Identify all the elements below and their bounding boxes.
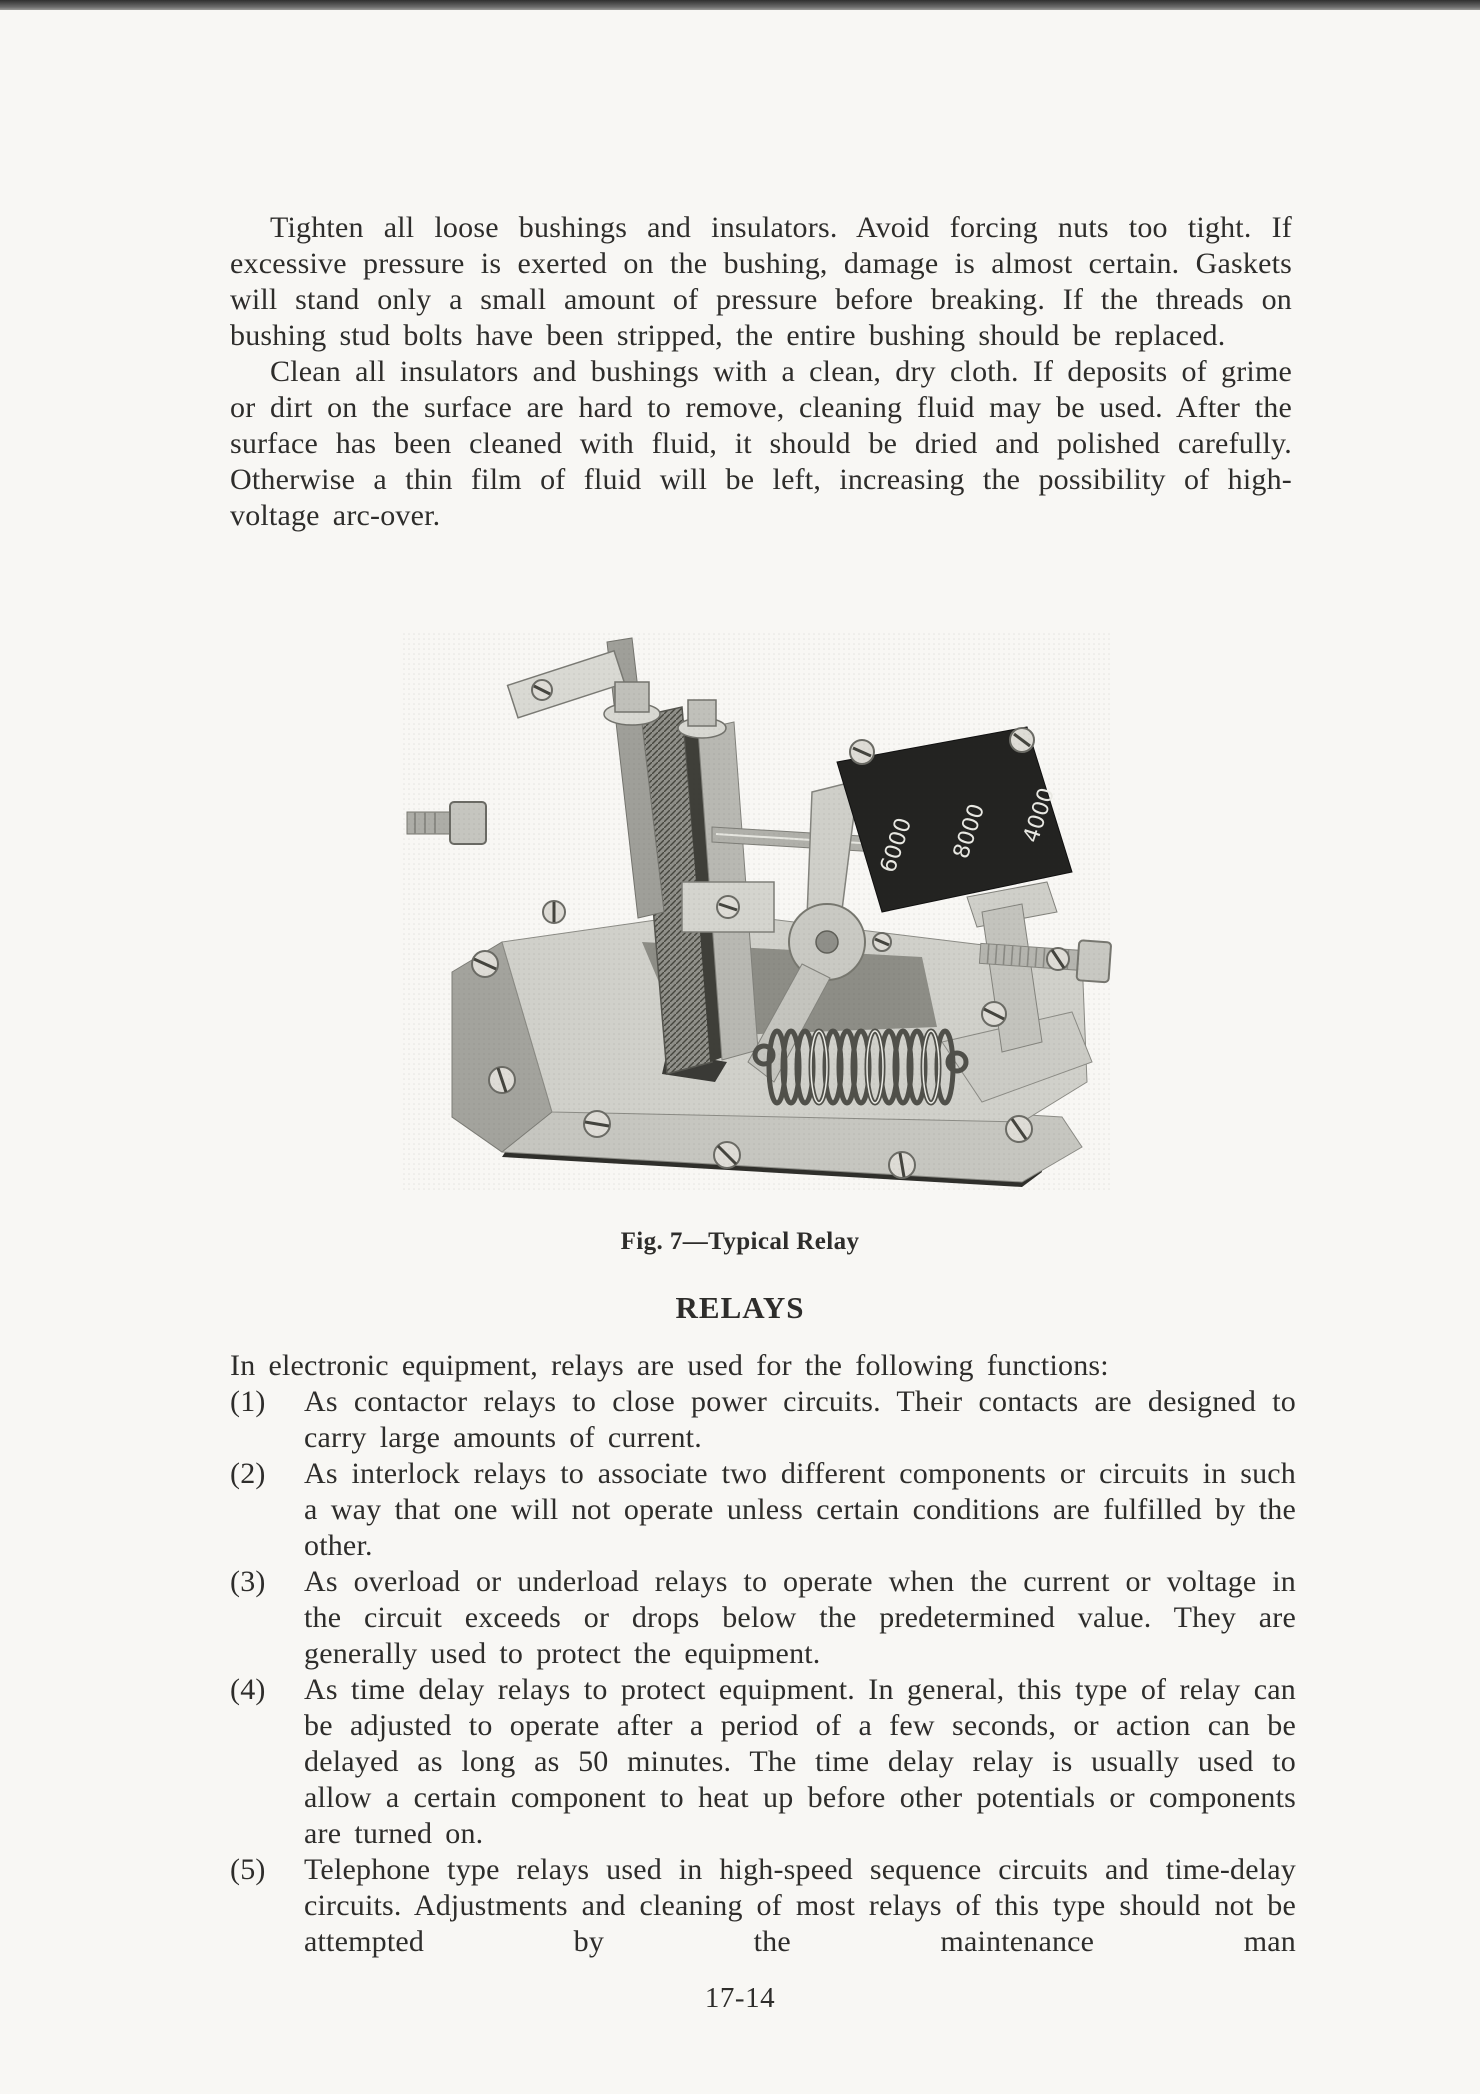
item-text: As overload or underload relays to operate when the current or voltage in the circuit exceeds or drops below the predetermined value. They are generally used to protect the equipment. — [304, 1565, 1296, 1670]
section-heading: RELAYS — [675, 1290, 805, 1325]
panel-label-8000: 8000 — [948, 800, 991, 862]
paragraph-bushings: Tighten all loose bushings and insulators. Avoid forcing nuts too tight. If excessive pressure is exerted on the bushing, damage is almost certain. Gaskets will stand only a small amount of pressure before breaking. If the threads on bushing stud bolts have been stripped, the entire bushing should be replaced. — [230, 211, 1292, 352]
relay-photo — [382, 612, 1112, 1207]
relays-section — [230, 1348, 1296, 1960]
panel-label-6000: 6000 — [875, 814, 918, 876]
list-item — [230, 1852, 1296, 1960]
section-intro: In electronic equipment, relays are used for the following functions: — [230, 1349, 1109, 1382]
item-number: (4) — [230, 1673, 266, 1706]
item-number: (3) — [230, 1565, 266, 1598]
item-number: (2) — [230, 1457, 266, 1490]
paragraph-cleaning: Clean all insulators and bushings with a clean, dry cloth. If deposits of grime or dirt on the surface are hard to remove, cleaning fluid may be used. After the surface has been cleaned with fluid, it should be dried and polished carefully. Otherwise a thin film of fluid will be left, increasing the possibility of high-voltage arc-over. — [230, 355, 1292, 532]
list-item — [230, 1456, 1296, 1564]
figure-typical-relay — [382, 612, 1112, 1207]
item-text: As time delay relays to protect equipment. In general, this type of relay can be adjusted to operate after a period of a few seconds, or action can be delayed as long as 50 minutes. The time delay relay is usually used to allow a certain component to heat up before other potentials or components are turned on. — [304, 1673, 1296, 1850]
item-text: Telephone type relays used in high-speed sequence circuits and time-delay circuits. Adjustments and cleaning of most relays of this type should not be attempted by the maintenance man — [304, 1853, 1296, 1958]
item-number: (1) — [230, 1385, 266, 1418]
relay-functions-list — [230, 1384, 1296, 1960]
item-text: As interlock relays to associate two different components or circuits in such a way that one will not operate unless certain conditions are fulfilled by the other. — [304, 1457, 1296, 1562]
figure-caption: Fig. 7—Typical Relay — [620, 1228, 860, 1255]
body-text — [230, 210, 1292, 534]
list-item — [230, 1564, 1296, 1672]
page-number: 17-14 — [704, 1982, 776, 2014]
item-text: As contactor relays to close power circuits. Their contacts are designed to carry large amounts of current. — [304, 1385, 1296, 1454]
panel-label-4000: 4000 — [1018, 784, 1061, 846]
list-item — [230, 1672, 1296, 1852]
scan-edge-top — [0, 0, 1480, 10]
list-item — [230, 1384, 1296, 1456]
item-number: (5) — [230, 1853, 266, 1886]
